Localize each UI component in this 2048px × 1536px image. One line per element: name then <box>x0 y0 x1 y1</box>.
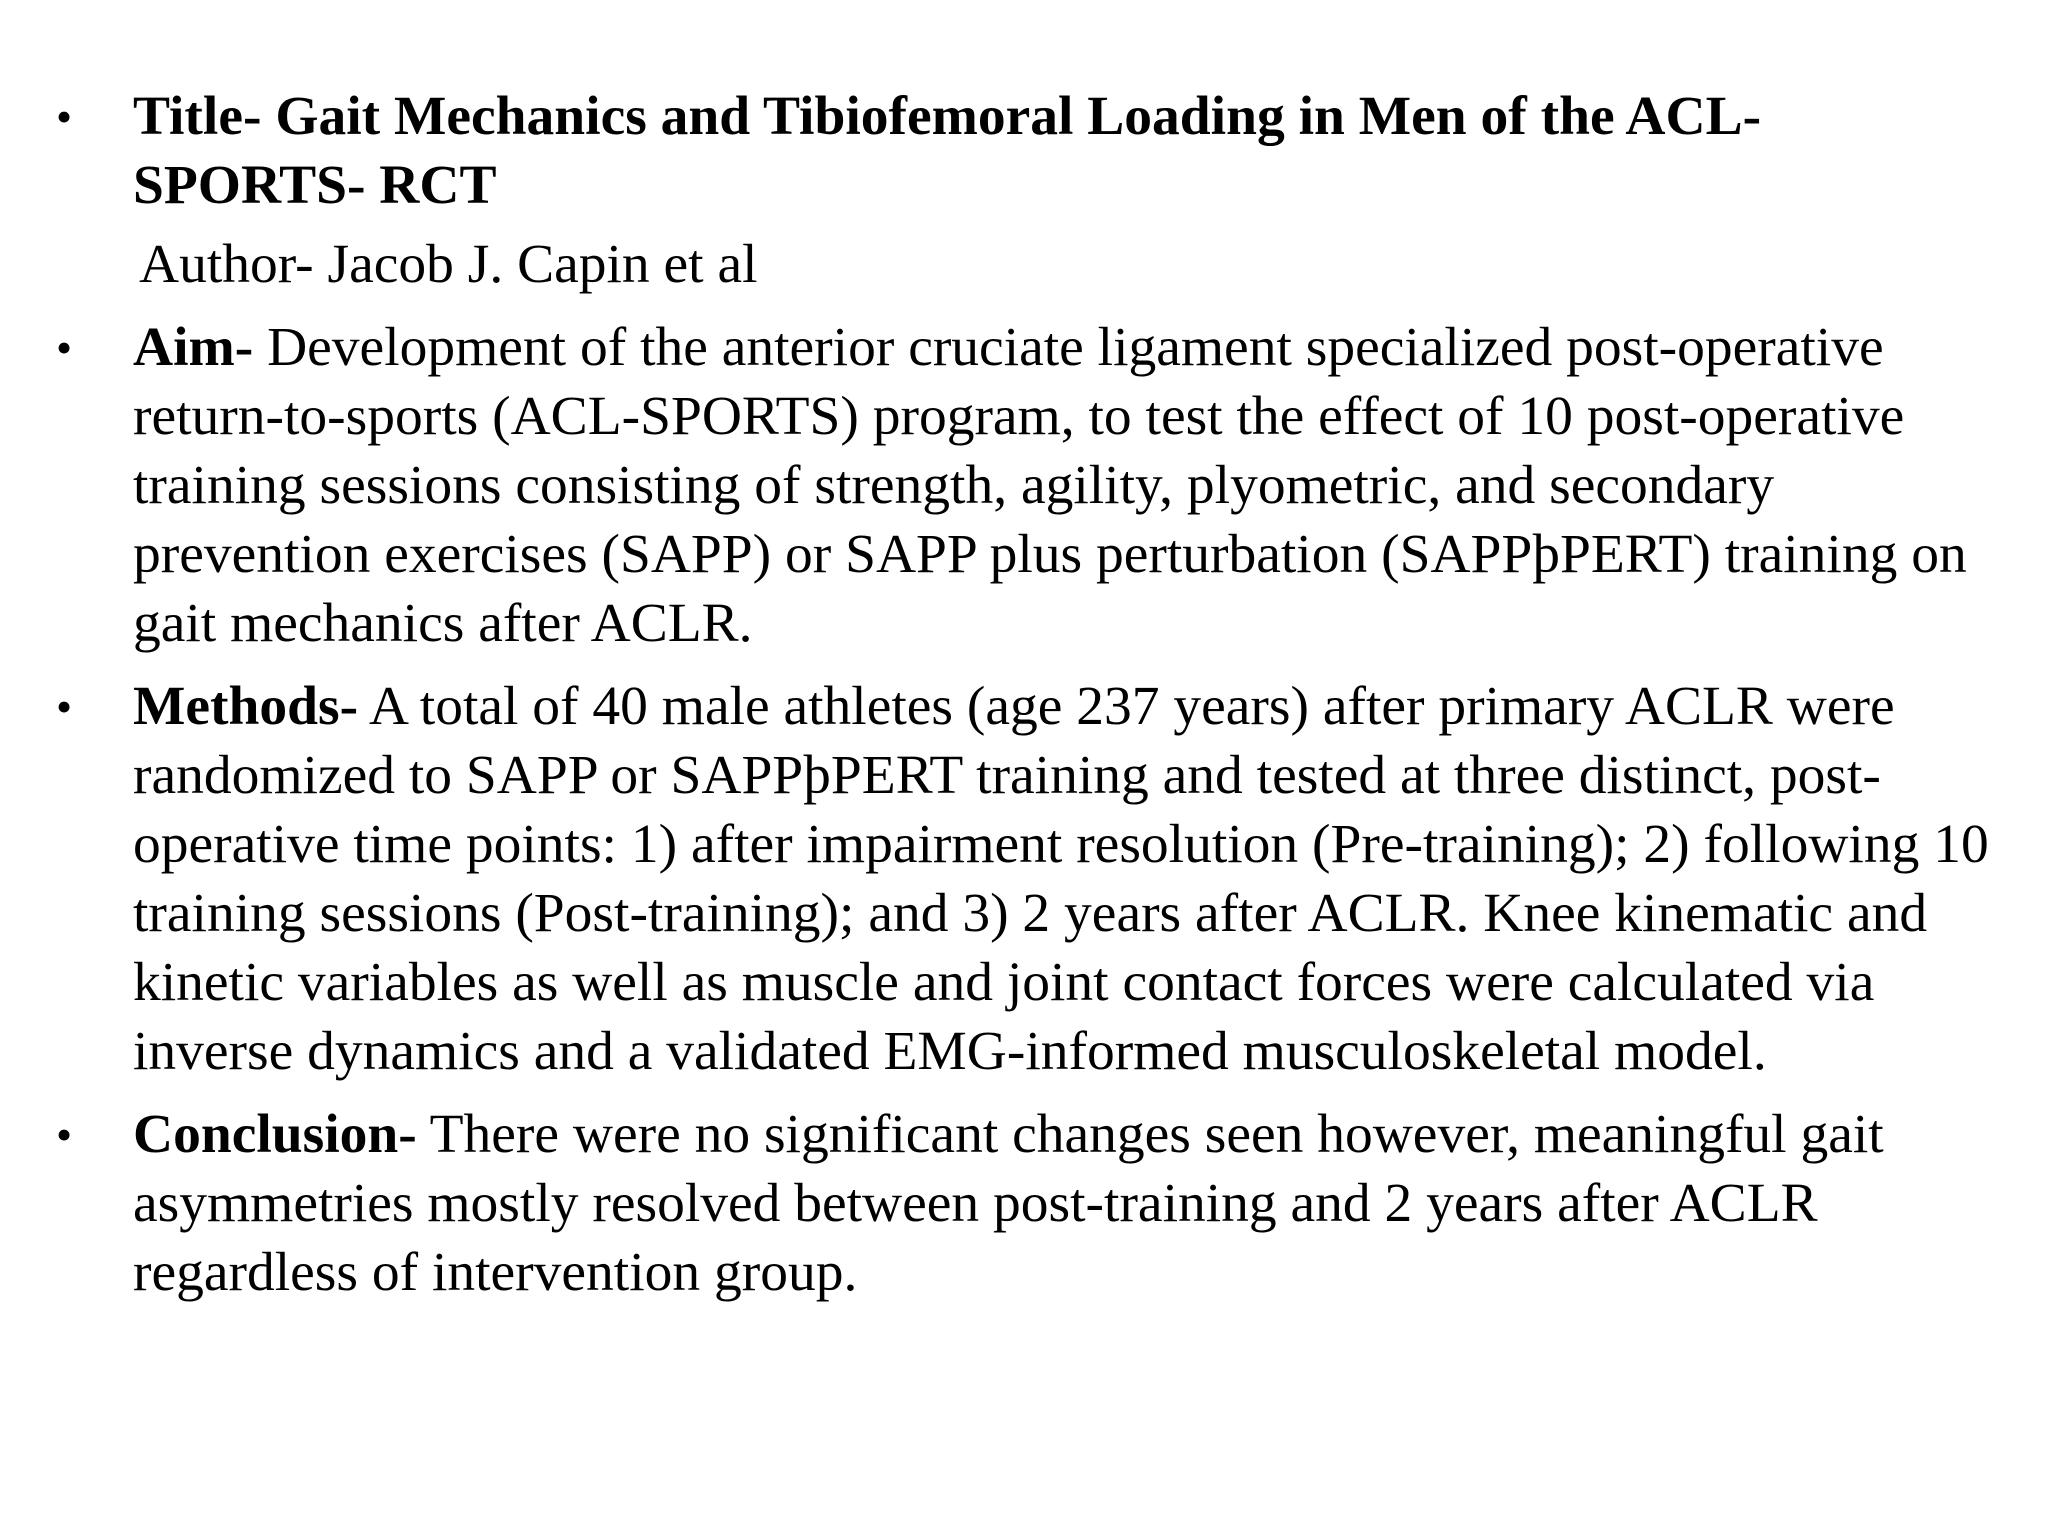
aim-bullet <box>56 313 1993 658</box>
title-bullet <box>56 82 1993 220</box>
conclusion-label: Conclusion- <box>133 1104 417 1165</box>
methods-bullet <box>56 672 1993 1086</box>
bullet-icon: • <box>56 1109 73 1160</box>
methods-label: Methods- <box>133 676 359 737</box>
bullet-icon: • <box>56 91 73 142</box>
aim-text: Development of the anterior cruciate ligament specialized post-operative return-to-sports (ACL-SPORTS) program, to test the effect of 10 post-operative training sessions consisting of strength, agility, plyometric, and secondary prevention exercises (SAPP) or SAPP plus perturbation (SAPPþPERT) training on gait mechanics after ACLR. <box>133 317 1967 654</box>
conclusion-text: There were no significant changes seen however, meaningful gait asymmetries mostly resolved between post-training and 2 years after ACLR regardless of intervention group. <box>133 1104 1884 1303</box>
methods-text: A total of 40 male athletes (age 237 years) after primary ACLR were randomized to SAPP or SAPPþPERT training and tested at three distinct, post-operative time points: 1) after impairment resolution (Pre-training); 2) following 10 training sessions (Post-training); and 3) 2 years after ACLR. Knee kinematic and kinetic variables as well as muscle and joint contact forces were calculated via inverse dynamics and a validated EMG-informed musculoskeletal model. <box>133 676 1989 1082</box>
conclusion-bullet <box>56 1100 1993 1307</box>
author-line: Author- Jacob J. Capin et al <box>139 234 758 295</box>
bullet-icon: • <box>56 681 73 732</box>
bullet-list <box>56 82 1993 1321</box>
aim-label: Aim- <box>133 317 254 378</box>
bullet-icon: • <box>56 322 73 373</box>
paper-title: Title- Gait Mechanics and Tibiofemoral Loading in Men of the ACL-SPORTS- RCT <box>133 86 1762 216</box>
